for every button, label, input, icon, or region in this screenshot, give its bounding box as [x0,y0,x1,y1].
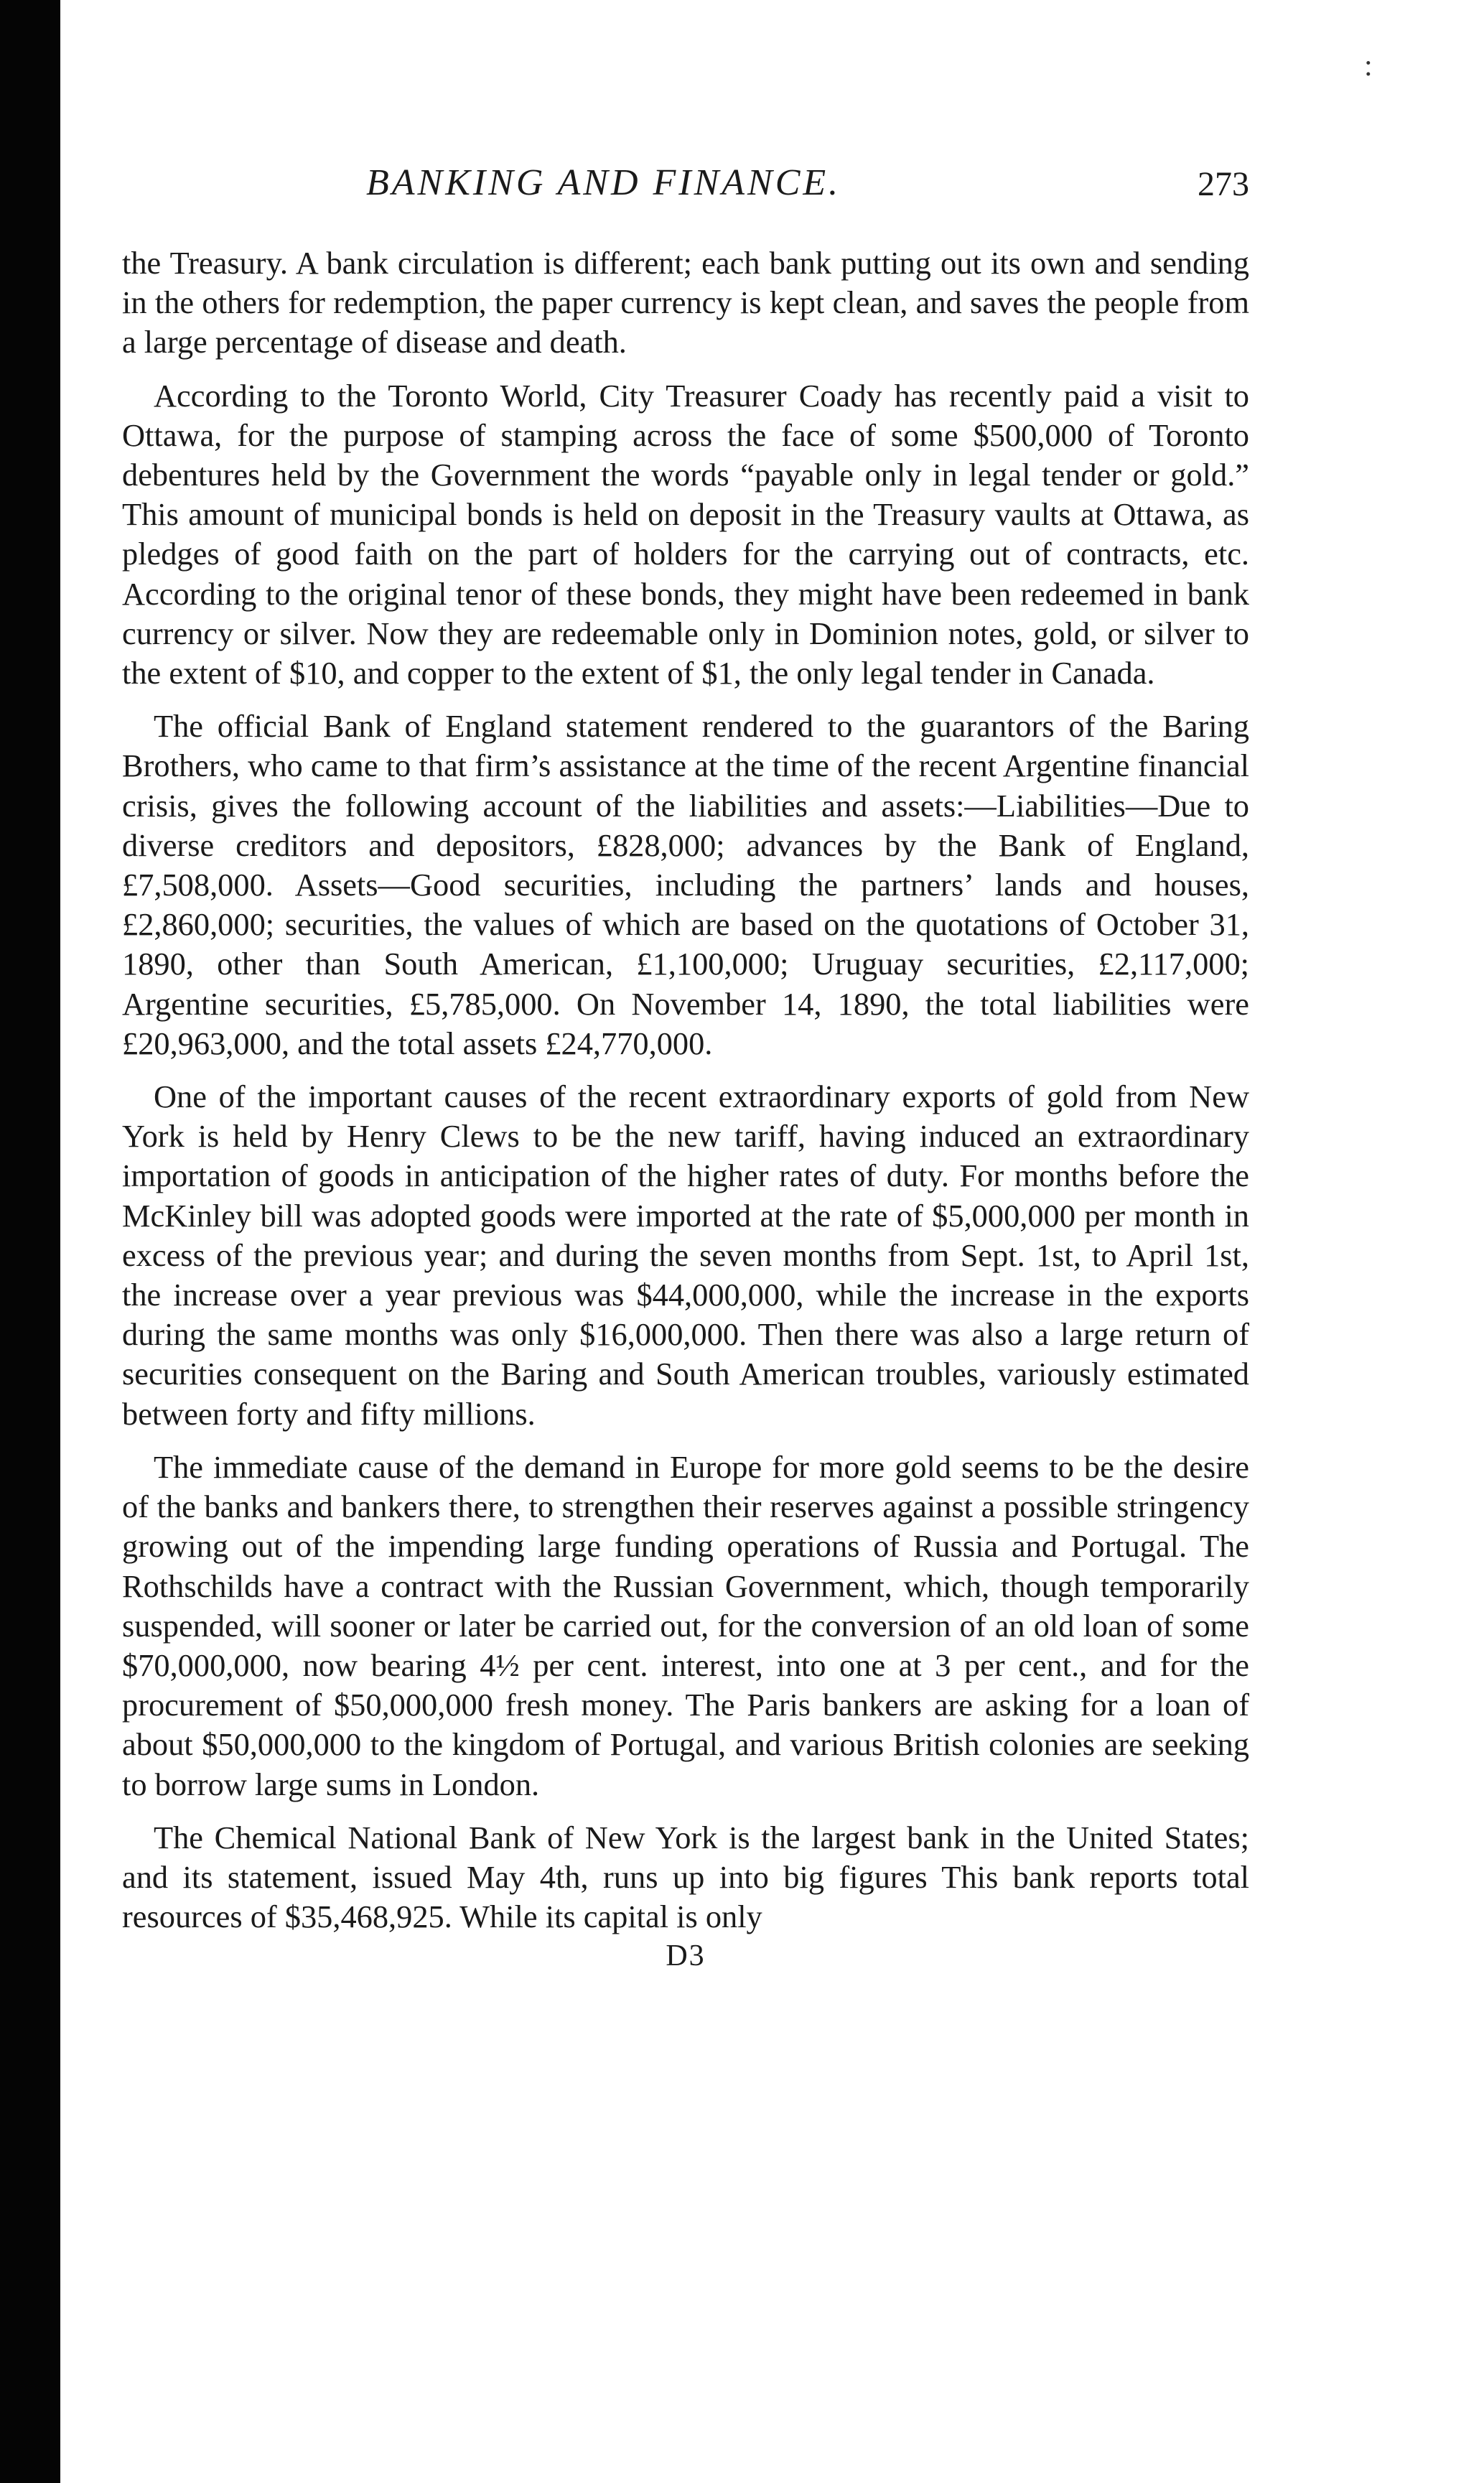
margin-mark: : [1364,50,1373,83]
paragraph: One of the important causes of the recent extraordinary exports of gold from New York is held by Henry Clews to be the new tariff, having induced an extraordinary importation of goods in anticipation of the higher rates of duty. For months before the McKinley bill was adopted goods were imported at the rate of $5,000,000 per month in excess of the previous year; and during the seven months from Sept. 1st, to April 1st, the increase over a year previous was $44,000,000, while the increase in the exports during the same months was only $16,000,000. Then there was also a large return of securities consequent on the Baring and South American troubles, variously estimated between forty and fifty millions. [122,1079,1249,1432]
signature-mark: D3 [666,1939,706,1973]
paragraph: The immediate cause of the demand in Europe for more gold seems to be the desire of the banks and bankers there, to strengthen their reserves against a possible stringency growing out of the impending large funding operations of Russia and Portugal. The Rothschilds have a contract with the Russian Government, which, though temporarily suspended, will sooner or later be carried out, for the conversion of an old loan of some $70,000,000, now bearing 4½ per cent. interest, into one at 3 per cent., and for the procurement of $50,000,000 fresh money. The Paris bankers are asking for a loan of about $50,000,000 to the kingdom of Portugal, and various British colonies are seeking to borrow large sums in London. [122,1448,1249,1802]
paragraph: the Treasury. A bank circulation is different; each bank putting out its own and sending in the others for redemption, the paper currency is kept clean, and saves the people from a large percentage of disease and death. [122,245,1249,360]
book-spine-edge [0,0,60,2483]
paragraph: According to the Toronto World, City Treasurer Coady has recently paid a visit to Ottawa, for the purpose of stamping across the face of some $500,000 of Toronto debentures held by the Government the words “payable only in legal tender or gold.” This amount of municipal bonds is held on deposit in the Treasury vaults at Ottawa, as pledges of good faith on the part of holders for the carrying out of contracts, etc. According to the original tenor of these bonds, they might have been redeemed in bank currency or silver. Now they are redeemable only in Dominion notes, gold, or silver to the extent of $10, and copper to the extent of $1, the only legal tender in Canada. [122,377,1249,691]
running-title: BANKING AND FINANCE. [366,162,841,203]
paragraph: The official Bank of England statement rendered to the guarantors of the Baring Brothers, who came to that firm’s assistance at the time of the recent Argentine financial crisis, gives the following account of the liabilities and assets:—Liabilities—Due to diverse creditors and depositors, £828,000; advances by the Bank of England, £7,508,000. Assets—Good securities, including the partners’ lands and houses, £2,860,000; securities, the values of which are based on the quotations of October 31, 1890, other than South American, £1,100,000; Uruguay securities, £2,117,000; Argentine securities, £5,785,000. On November 14, 1890, the total liabilities were £20,963,000, and the total assets £24,770,000. [122,708,1249,1061]
paragraph: The Chemical National Bank of New York is the largest bank in the United States; and its statement, issued May 4th, runs up into big figures This bank reports total resources of $35,468,925. While its capital is only [122,1819,1249,1935]
book-page [122,162,1249,1972]
page-number: 273 [1198,165,1249,203]
running-header [122,162,1249,212]
body-text [122,243,1249,1937]
